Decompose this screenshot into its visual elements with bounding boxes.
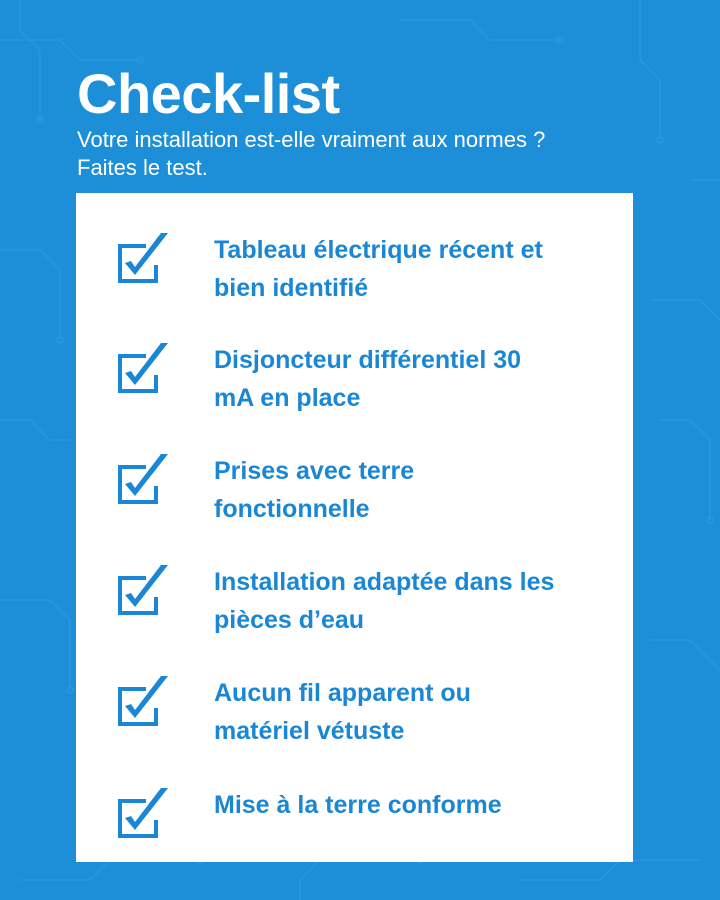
- checkbox-checked-icon: [116, 341, 172, 395]
- checklist-item-line-2: pièces d’eau: [214, 606, 365, 634]
- checklist-item: [114, 231, 614, 311]
- checklist-item: [114, 674, 614, 754]
- subtitle: [77, 126, 677, 182]
- checklist-item-line-1: Tableau électrique récent et: [214, 236, 543, 264]
- checklist-item: [114, 341, 614, 421]
- checklist-card: [76, 193, 633, 862]
- checkbox-checked-icon: [116, 452, 172, 506]
- checklist-item-line-2: bien identifié: [214, 274, 369, 302]
- checklist-item-text: [214, 341, 634, 417]
- checkbox-checked-icon: [116, 231, 172, 285]
- checkbox-checked-icon: [116, 674, 172, 728]
- checkbox-checked-icon: [116, 563, 172, 617]
- checklist-item-line-2: matériel vétuste: [214, 717, 405, 745]
- checklist-item-text: [214, 674, 634, 750]
- checklist-item-line-1: Aucun fil apparent ou: [214, 679, 471, 707]
- subtitle-line-2: Faites le test.: [77, 155, 208, 180]
- checklist-item-line-1: Disjoncteur différentiel 30: [214, 346, 522, 374]
- header: [77, 62, 677, 182]
- checkbox-checked-icon: [116, 786, 172, 840]
- checklist-item-text: [214, 231, 634, 307]
- checklist-item-line-1: Prises avec terre: [214, 457, 415, 485]
- checklist-item-line-1: Installation adaptée dans les: [214, 568, 555, 596]
- checklist-item-text: [214, 452, 634, 528]
- page-title: Check-list: [77, 62, 340, 125]
- checklist-item-text: [214, 563, 634, 639]
- checklist-item: [114, 452, 614, 532]
- checklist-item-line-1: Mise à la terre conforme: [214, 791, 502, 819]
- checklist-item-line-2: mA en place: [214, 384, 361, 412]
- checklist-item: [114, 563, 614, 643]
- checklist-item-line-2: fonctionnelle: [214, 495, 370, 523]
- checklist-item-text: [214, 786, 634, 824]
- subtitle-line-1: Votre installation est-elle vraiment aux normes ?: [77, 127, 546, 152]
- checklist-item: [114, 786, 614, 866]
